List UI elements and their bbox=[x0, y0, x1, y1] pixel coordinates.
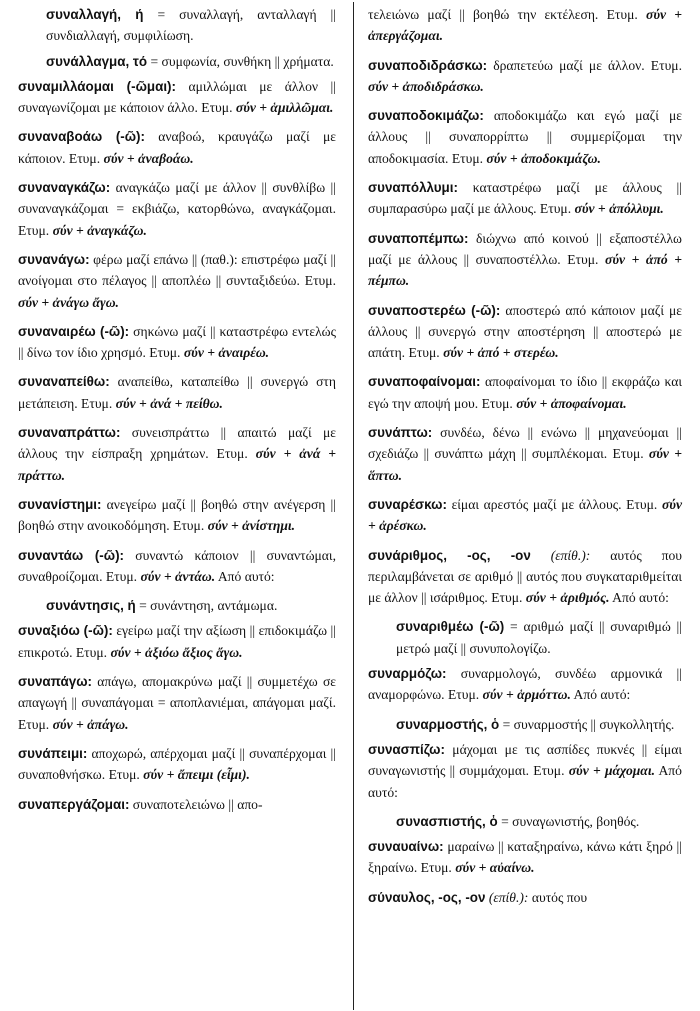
definition: δραπετεύω μαζί με άλλον. bbox=[487, 57, 645, 73]
headword: συνάλλαγμα, τό bbox=[46, 53, 148, 69]
headword: συναυαίνω: bbox=[368, 839, 444, 855]
definition: σηκώνω μαζί || καταστρέφω εντελώς || δίνω τον ίδιο χρησμό. bbox=[18, 323, 336, 361]
etymology-label: Ετυμ. bbox=[72, 644, 111, 660]
headword: συναναβοάω (-ῶ): bbox=[18, 129, 145, 145]
definition: συναποτελειώνω || απο- bbox=[129, 796, 263, 812]
dictionary-entry bbox=[18, 794, 336, 815]
headword: συναποφαίνομαι: bbox=[368, 374, 481, 390]
left-column bbox=[18, 4, 336, 823]
etymology: σύν + ἀνάγω ἄγω. bbox=[18, 294, 119, 310]
definition: είμαι αρεστός μαζί με άλλους. bbox=[446, 496, 622, 512]
etymology: σύν + ἀριθμός. bbox=[525, 590, 610, 606]
definition: = συναρμοστής || συγκολλητής. bbox=[499, 716, 675, 732]
headword: συναποπέμπω: bbox=[368, 230, 469, 246]
etymology-label: Ετυμ. bbox=[208, 446, 256, 462]
etymology: σύν + ἀναιρέω. bbox=[183, 345, 270, 361]
dictionary-entry bbox=[368, 105, 682, 169]
dictionary-entry bbox=[18, 671, 336, 735]
cross-reference-note: Από αυτό: bbox=[215, 568, 275, 584]
definition: = συναλλαγή, ανταλλαγή || συνδιαλλαγή, συμφιλίωση. bbox=[46, 7, 337, 44]
definition: αναβοώ, κραυγάζω μαζί με κάποιον. bbox=[18, 129, 337, 166]
dictionary-entry bbox=[368, 371, 682, 414]
headword: συναρμοστής, ὁ bbox=[396, 716, 500, 732]
headword: συνασπίζω: bbox=[368, 741, 445, 757]
definition: αποστερώ από κάποιον μαζί με άλλους || συνεργώ στην αποστέρηση || αποστερώ με απάτη. bbox=[368, 302, 682, 361]
etymology-label: Ετυμ. bbox=[169, 518, 208, 534]
sub-entry bbox=[368, 714, 682, 735]
dictionary-entry bbox=[368, 55, 682, 98]
headword: συναρμόζω: bbox=[368, 666, 447, 682]
etymology-label: Ετυμ. bbox=[607, 446, 649, 462]
sub-entry bbox=[368, 616, 682, 659]
etymology: σύν + ἀπό + στερέω. bbox=[443, 345, 559, 361]
etymology-label: Ετυμ. bbox=[444, 687, 483, 703]
headword: συναρέσκω: bbox=[368, 496, 447, 512]
headword: συναναιρέω (-ῶ): bbox=[18, 323, 130, 339]
definition: καταστρέφω μαζί με άλλους || συμπαρασύρω μαζί με άλλους. bbox=[368, 180, 682, 217]
definition: αναπείθω, καταπείθω || συνεργώ στη μετάπειση. bbox=[18, 374, 336, 411]
etymology: σύν + ἀνά + πράττω. bbox=[18, 446, 337, 483]
etymology-label: Ετυμ. bbox=[621, 496, 662, 512]
etymology: σύν + ἀντάω. bbox=[140, 568, 216, 584]
dictionary-entry bbox=[368, 739, 682, 803]
definition: εγείρω μαζί την αξίωση || επιδοκιμάζω || επικροτώ. bbox=[18, 623, 336, 660]
etymology-label: Ετυμ. bbox=[65, 150, 104, 166]
headword: συνάντησις, ή bbox=[46, 598, 136, 614]
dictionary-entry bbox=[368, 494, 682, 537]
right-column bbox=[368, 4, 682, 916]
headword: συναπεργάζομαι: bbox=[18, 796, 130, 812]
dictionary-entry bbox=[368, 836, 682, 879]
headword: συναναπράττω: bbox=[18, 425, 121, 441]
headword: συναπόλλυμι: bbox=[368, 180, 458, 196]
definition: = συμφωνία, συνθήκη || χρήματα. bbox=[147, 53, 334, 69]
etymology: σύν + ἀναβοάω. bbox=[103, 150, 194, 166]
definition: μάχομαι με τις ασπίδες πυκνές || είμαι συναγωνιστής || συμμάχομαι. bbox=[368, 741, 682, 779]
etymology-label: Ετυμ. bbox=[448, 150, 487, 166]
dictionary-entry bbox=[18, 177, 336, 241]
grammar-note: (επίθ.): bbox=[485, 889, 529, 905]
etymology-label: Ετυμ. bbox=[560, 251, 606, 267]
sub-entry bbox=[368, 811, 682, 832]
headword: συναξιόω (-ῶ): bbox=[18, 623, 113, 639]
definition: συνδέω, δένω || ενώνω || μηχανεύομαι || σχεδιάζω || συνάπτω μάχη || συμπλέκομαι. bbox=[368, 425, 682, 462]
definition: απάγω, απομακρύνω μαζί || συμμετέχω σε απαγωγή || συναπάγομαι = αποπλανιέμαι, απάγομαι μαζί. bbox=[18, 674, 336, 711]
dictionary-entry bbox=[18, 494, 336, 537]
etymology: σύν + ἀρέσκω. bbox=[368, 496, 682, 534]
dictionary-entry bbox=[18, 620, 336, 663]
etymology: σύν + ἀξιόω ἄξιος ἄγω. bbox=[110, 644, 243, 660]
etymology-label: Ετυμ. bbox=[18, 222, 53, 238]
definition: συναρμολογώ, συνδέω αρμονικά || αναμορφώνω. bbox=[368, 666, 682, 703]
dictionary-entry bbox=[368, 177, 682, 220]
headword: συναριθμέω (-ῶ) bbox=[396, 619, 505, 635]
sub-entry bbox=[18, 4, 336, 47]
etymology-label: Ετυμ. bbox=[417, 860, 456, 876]
dictionary-entry bbox=[18, 743, 336, 786]
etymology-label: Ετυμ. bbox=[145, 345, 184, 361]
etymology-label: Ετυμ. bbox=[77, 395, 116, 411]
dictionary-entry bbox=[18, 545, 336, 588]
headword: συναποστερέω (-ῶ): bbox=[368, 302, 501, 318]
dictionary-entry bbox=[368, 663, 682, 706]
cross-reference-note: Από αυτό: bbox=[609, 590, 669, 606]
dictionary-entry bbox=[18, 422, 336, 486]
headword: συνανάγω: bbox=[18, 251, 90, 267]
definition: τελειώνω μαζί || βοηθώ την εκτέλεση. bbox=[368, 7, 599, 22]
dictionary-entry bbox=[18, 76, 336, 119]
etymology: σύν + ἀπάγω. bbox=[52, 716, 129, 732]
headword: συναμιλλάομαι (-ῶμαι): bbox=[18, 78, 176, 94]
grammar-note: (επίθ.): bbox=[530, 547, 591, 563]
definition: αποφαίνομαι το ίδιο || εκφράζω και εγώ την αποψή μου. bbox=[368, 374, 682, 411]
etymology-label: Ετυμ. bbox=[598, 7, 646, 22]
dictionary-entry bbox=[368, 887, 682, 908]
etymology-label: Ετυμ. bbox=[487, 590, 526, 606]
dictionary-entry bbox=[18, 371, 336, 414]
headword: σύναυλος, -ος, -ον bbox=[368, 889, 486, 905]
headword: συναντάω (-ῶ): bbox=[18, 547, 124, 563]
etymology-label: Ετυμ. bbox=[197, 100, 236, 116]
definition: διώχνω από κοινού || εξαποστέλλω μαζί με άλλους || συναποστέλλω. bbox=[368, 230, 682, 267]
etymology: σύν + αὐαίνω. bbox=[455, 860, 535, 876]
etymology-label: Ετυμ. bbox=[478, 395, 517, 411]
headword: συναναπείθω: bbox=[18, 374, 110, 390]
definition: αποδοκιμάζω και εγώ μαζί με άλλους || συναπορρίπτω || συμμερίζομαι την αποδοκιμασία. bbox=[368, 108, 682, 166]
definition: φέρω μαζί επάνω || (παθ.): επιστρέφω μαζί || ανοίγομαι στο πέλαγος || αποπλέω || συνταξιδεύω. bbox=[18, 251, 336, 289]
headword: συναποδοκιμάζω: bbox=[368, 108, 484, 124]
etymology: σύν + ἀπό + πέμπω. bbox=[368, 251, 682, 289]
etymology: σύν + μάχομαι. bbox=[568, 763, 655, 779]
definition: συνεισπράττω || απαιτώ μαζί με άλλους την είσπραξη χρημάτων. bbox=[18, 425, 336, 462]
etymology-label: Ετυμ. bbox=[405, 345, 444, 361]
headword: συνάριθμος, -ος, -ον bbox=[368, 547, 531, 563]
etymology: σύν + ἅπτω. bbox=[368, 446, 682, 483]
etymology: σύν + ἀποδοκιμάζω. bbox=[486, 150, 601, 166]
etymology: σύν + ἁρμόττω. bbox=[482, 687, 571, 703]
dictionary-entry bbox=[18, 321, 336, 364]
dictionary-entry bbox=[368, 300, 682, 364]
cross-reference-note: Από αυτό: bbox=[570, 687, 631, 703]
etymology: σύν + ἀνίστημι. bbox=[207, 518, 296, 534]
etymology: σύν + ἀποδιδράσκω. bbox=[368, 78, 484, 94]
etymology: σύν + ἄπειμι (εἶμι). bbox=[143, 767, 250, 783]
headword: συναποδιδράσκω: bbox=[368, 57, 488, 73]
etymology: σύν + ἁμιλλῶμαι. bbox=[235, 100, 334, 116]
headword: συνάπειμι: bbox=[18, 745, 88, 761]
definition: συναντώ κάποιον || συναντώμαι, συναθροίζομαι. bbox=[18, 547, 336, 584]
headword: συνασπιστής, ὁ bbox=[396, 813, 498, 829]
etymology: σύν + ἀπόλλυμι. bbox=[574, 201, 664, 217]
definition: αυτός που bbox=[528, 889, 588, 905]
etymology: σύν + ἀναγκάζω. bbox=[52, 222, 147, 238]
column-divider bbox=[353, 2, 354, 1010]
definition: αναγκάζω μαζί με άλλον || συνθλίβω || συναναγκάζομαι = εκβιάζω, κατορθώνω, αναγκάζομαι. bbox=[18, 180, 336, 217]
definition: αποχωρώ, απέρχομαι μαζί || συναπέρχομαι || συναποθνήσκω. bbox=[18, 745, 336, 783]
etymology-label: Ετυμ. bbox=[102, 568, 141, 584]
dictionary-entry bbox=[368, 228, 682, 292]
sub-entry bbox=[18, 595, 336, 616]
etymology: σύν + ἀνά + πείθω. bbox=[115, 395, 223, 411]
cross-reference-note: Από αυτό: bbox=[368, 763, 682, 800]
headword: συνανίστημι: bbox=[18, 496, 102, 512]
headword: συναναγκάζω: bbox=[18, 180, 111, 196]
etymology-label: Ετυμ. bbox=[536, 201, 575, 217]
dictionary-entry bbox=[368, 4, 682, 47]
etymology-label: Ετυμ. bbox=[105, 767, 144, 783]
definition: ανεγείρω μαζί || βοηθώ στην ανέγερση || βοηθώ στην ανοικοδόμηση. bbox=[18, 496, 336, 534]
etymology-label: Ετυμ. bbox=[644, 57, 682, 73]
headword: συναπάγω: bbox=[18, 674, 92, 690]
dictionary-entry bbox=[18, 126, 336, 169]
definition: αυτός που περιλαμβάνεται σε αριθμό || αυτός που συγκαταριθμείται με άλλον || ισάριθμος. bbox=[368, 547, 683, 606]
dictionary-entry bbox=[368, 545, 682, 609]
definition: = συναγωνιστής, βοηθός. bbox=[497, 813, 640, 829]
definition: αμιλλώμαι με άλλον || συναγωνίζομαι με κάποιον άλλο. bbox=[18, 78, 336, 116]
etymology-label: Ετυμ. bbox=[529, 763, 569, 779]
headword: συναλλαγή, ή bbox=[46, 7, 144, 22]
dictionary-entry bbox=[18, 249, 336, 313]
sub-entry bbox=[18, 51, 336, 72]
etymology-label: Ετυμ. bbox=[299, 273, 336, 289]
etymology-label: Ετυμ. bbox=[18, 716, 53, 732]
definition: μαραίνω || καταξηραίνω, κάνω κάτι ξηρό || ξηραίνω. bbox=[368, 839, 682, 876]
etymology: σύν + ἀπεργάζομαι. bbox=[368, 7, 682, 44]
dictionary-entry bbox=[368, 422, 682, 486]
headword: συνάπτω: bbox=[368, 425, 433, 441]
etymology: σύν + ἀποφαίνομαι. bbox=[516, 395, 627, 411]
definition: = συνάντηση, αντάμωμα. bbox=[135, 598, 278, 614]
definition: = αριθμώ μαζί || συναριθμώ || μετρώ μαζί || συνυπολογίζω. bbox=[396, 619, 682, 656]
